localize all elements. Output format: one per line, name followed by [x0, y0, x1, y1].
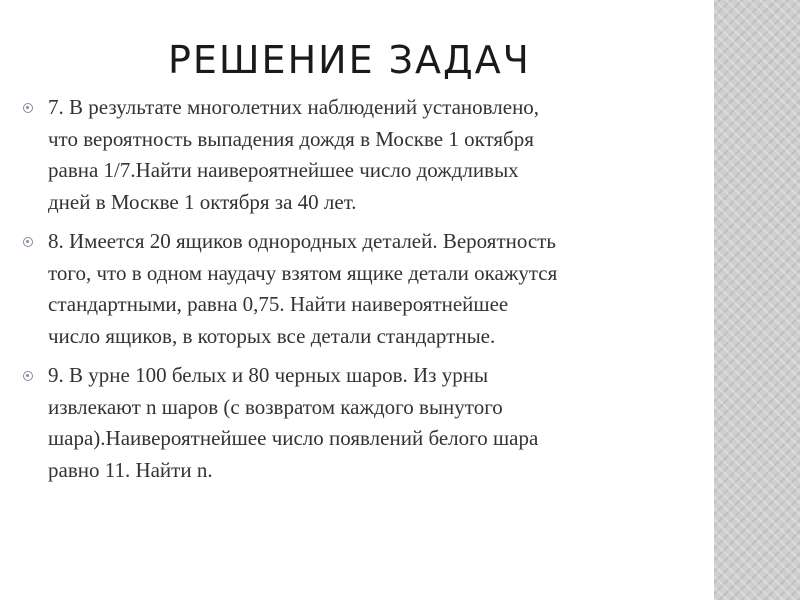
- problem-9-line-4: равно 11. Найти n.: [48, 457, 213, 482]
- problem-8-line-4: число ящиков, в которых все детали стандартные.: [48, 323, 496, 348]
- problem-9-line-3: шара).Наивероятнейшее число появлений белого шара: [48, 426, 539, 450]
- decorative-side-panel: [714, 0, 800, 600]
- problem-9-line-1: 9. В урне 100 белых и 80 черных шаров. Из урны: [48, 363, 489, 387]
- problem-7-line-4: дней в Москве 1 октября за 40 лет.: [48, 189, 357, 214]
- problem-item-9: [22, 360, 702, 486]
- problem-list: [22, 92, 702, 494]
- bullet-icon: [23, 237, 33, 247]
- bullet-icon: [23, 371, 33, 381]
- slide-title: РЕШЕНИЕ ЗАДАЧ: [168, 38, 531, 82]
- problem-8-line-1: 8. Имеется 20 ящиков однородных деталей. Вероятность: [48, 229, 556, 253]
- problem-7-line-2: что вероятность выпадения дождя в Москве 1 октября: [48, 126, 534, 151]
- problem-8-line-3: стандартными, равна 0,75. Найти наивероятнейшее: [48, 292, 509, 316]
- problem-9-line-2: извлекают n шаров (с возвратом каждого вынутого: [48, 394, 503, 419]
- problem-7-line-3: равна 1/7.Найти наивероятнейшее число дождливых: [48, 158, 519, 182]
- bullet-icon: [23, 103, 33, 113]
- problem-item-7: [22, 92, 702, 218]
- problem-8-line-2: того, что в одном наудачу взятом ящике детали окажутся: [48, 260, 558, 285]
- problem-7-line-1: 7. В результате многолетних наблюдений установлено,: [48, 95, 540, 119]
- problem-item-8: [22, 226, 702, 352]
